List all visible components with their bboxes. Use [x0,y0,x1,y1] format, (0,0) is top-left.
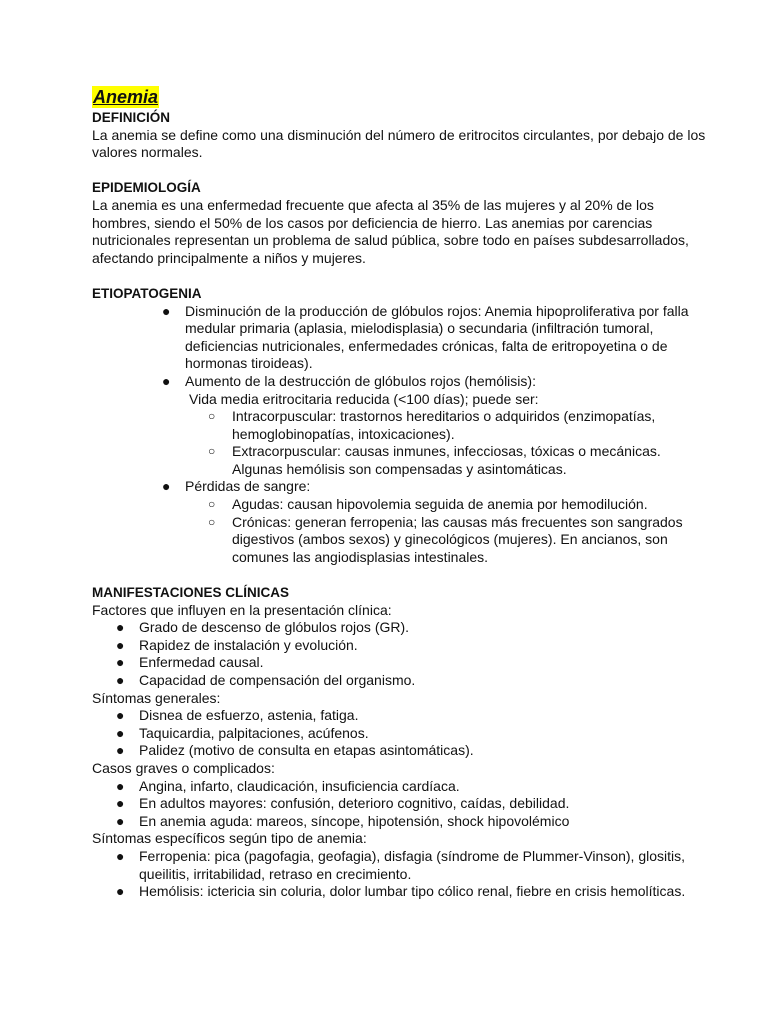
bullet-icon: ● [162,478,171,495]
spacer [92,566,708,584]
bullet-icon: ● [116,724,125,741]
list-item [92,813,708,831]
list-item [92,373,708,391]
sub-list-item-text: Agudas: causan hipovolemia seguida de anemia por hemodilución. [232,496,648,513]
spacer [92,267,708,285]
list-item [92,778,708,796]
list-item [92,637,708,655]
factores-list [92,619,708,689]
bullet-icon: ● [116,883,125,900]
sub-list-item [92,496,708,514]
list-item [92,725,708,743]
etiopatogenia-heading: ETIOPATOGENIA [92,285,202,301]
list-item-text: Palidez (motivo de consulta en etapas asintomáticas). [139,742,474,759]
list-item-text: Hemólisis: ictericia sin coluria, dolor lumbar tipo cólico renal, fiebre en crisis hemolíticas. [139,883,686,900]
bullet-icon: ● [116,795,125,812]
list-item [92,795,708,813]
etiopatogenia-list [92,303,708,391]
list-item-text: Taquicardia, palpitaciones, acúfenos. [139,724,369,741]
list-item-text: Capacidad de compensación del organismo. [139,672,416,688]
list-item [92,848,708,883]
spacer [92,162,708,180]
sub-list-item-text: Extracorpuscular: causas inmunes, infecciosas, tóxicas o mecánicas. Algunas hemólisis son compensadas y asintomáticas. [232,443,661,477]
bullet-icon: ● [162,302,171,319]
sub-list-item-text: Intracorpuscular: trastornos hereditarios o adquiridos (enzimopatías, hemoglobinopatías, intoxicaciones). [232,408,656,442]
bullet-icon: ● [116,812,125,829]
especificos-list [92,848,708,901]
sub-list-item [92,514,708,567]
generales-intro: Síntomas generales: [92,689,221,706]
list-item [92,742,708,760]
list-item [92,303,708,373]
list-item-text: Pérdidas de sangre: [185,478,311,495]
list-item-text: Disminución de la producción de glóbulos rojos: Anemia hipoproliferativa por falla medular primaria (aplasia, mielodisplasia) o secundaria (infiltración tumoral, deficiencias nutricionales, enfermedades crónicas, falta de eritropoyetina o de hormonas tiroideas). [185,302,689,372]
list-item-continuation: Vida media eritrocitaria reducida (<100 días); puede ser: [189,390,539,407]
bullet-icon: ● [116,847,125,864]
list-item [92,883,708,901]
list-item [92,619,708,637]
graves-list [92,778,708,831]
generales-list [92,707,708,760]
list-item-text: Aumento de la destrucción de glóbulos rojos (hemólisis): [185,372,536,389]
list-item-text: Angina, infarto, claudicación, insuficiencia cardíaca. [139,777,460,794]
list-item-text: Disnea de esfuerzo, astenia, fatiga. [139,707,359,724]
list-item-text: En anemia aguda: mareos, síncope, hipotensión, shock hipovolémico [139,812,570,829]
definicion-heading: DEFINICIÓN [92,110,171,125]
bullet-icon: ● [116,654,125,671]
epidemiologia-heading: EPIDEMIOLOGÍA [92,180,201,196]
etiopatogenia-sublist [92,496,708,566]
circle-bullet-icon: ○ [208,409,216,424]
especificos-intro: Síntomas específicos según tipo de anemia: [92,830,367,847]
list-item [92,707,708,725]
list-item-text: Ferropenia: pica (pagofagia, geofagia), disfagia (síndrome de Plummer-Vinson), glositis, queilitis, irritabilidad, retraso en crecimiento. [139,847,686,882]
graves-intro: Casos graves o complicados: [92,759,275,776]
factores-intro: Factores que influyen en la presentación clínica: [92,601,392,618]
sub-list-item [92,408,708,443]
list-item-text: Enfermedad causal. [139,654,264,671]
list-item [92,672,708,690]
document-title: Anemia [93,87,159,107]
circle-bullet-icon: ○ [208,514,216,529]
list-item-text: Rapidez de instalación y evolución. [139,636,358,653]
circle-bullet-icon: ○ [208,497,216,512]
bullet-icon: ● [116,707,125,724]
bullet-icon: ● [116,742,125,759]
list-item [92,478,708,496]
bullet-icon: ● [116,636,125,653]
list-item-text: Grado de descenso de glóbulos rojos (GR). [139,619,410,636]
etiopatogenia-list [92,478,708,496]
sub-list-item [92,443,708,478]
circle-bullet-icon: ○ [208,444,216,459]
epidemiologia-text: La anemia es una enfermedad frecuente que afecta al 35% de las mujeres y al 20% de los hombres, siendo el 50% de los casos por deficiencia de hierro. Las anemias por carencias nutricionales representan un problema de salud pública, sobre todo en países subdesarrollados, afectando principalmente a niños y mujeres. [92,196,689,266]
list-item-text: En adultos mayores: confusión, deterioro cognitivo, caídas, debilidad. [139,795,570,812]
bullet-icon: ● [116,619,125,636]
definicion-text: La anemia se define como una disminución del número de eritrocitos circulantes, por debajo de los valores normales. [92,126,706,161]
etiopatogenia-sublist [92,408,708,478]
sub-list-item-text: Crónicas: generan ferropenia; las causas más frecuentes son sangrados digestivos (ambos sexos) y ginecológicos (mujeres). En ancianos, son comunes las angiodisplasias intestinales. [232,513,683,565]
bullet-icon: ● [162,372,171,389]
bullet-icon: ● [116,777,125,794]
bullet-icon: ● [116,672,125,688]
list-item [92,654,708,672]
manifestaciones-heading: MANIFESTACIONES CLÍNICAS [92,585,290,601]
